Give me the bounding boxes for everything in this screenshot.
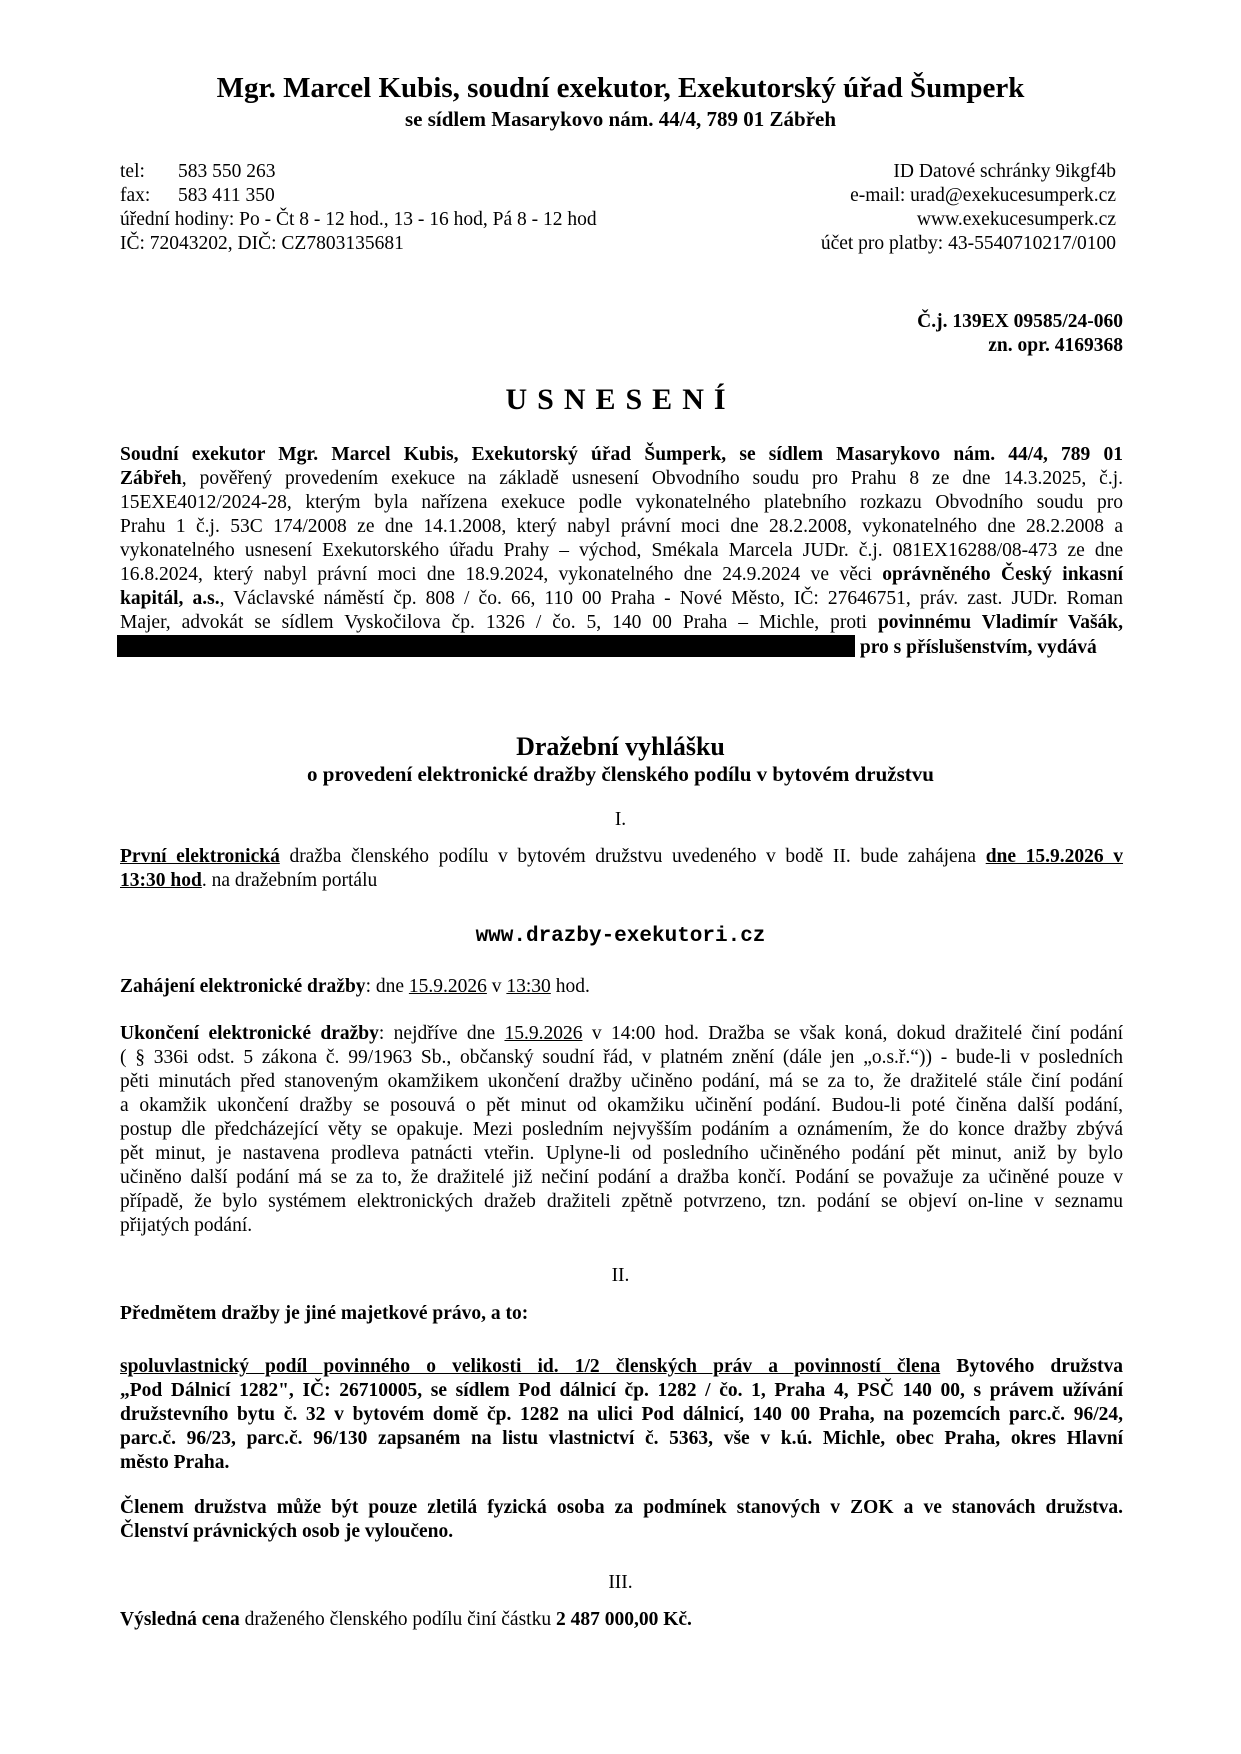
contact-right [821, 160, 1116, 256]
end-line-7: učiněno další podání má se za to, že dražitelé již nečiní podání a dražba končí. Podání se považuje za učiněné pouze v [120, 1167, 1123, 1188]
reference-block [917, 310, 1123, 358]
start-text-hod: hod. [555, 976, 590, 997]
auction-time: 13:30 hod [120, 870, 202, 891]
debtor-name: povinnému Vladimír Vašák, [877, 612, 1123, 633]
section-i-paragraph [120, 845, 1123, 893]
intro-line-3: 15EXE4012/2024-28, kterým byla nařízena exekuce podle vykonatelného platebního rozkazu Obvodního soudu pro [120, 492, 1123, 513]
intro-line-7: , Václavské náměstí čp. 808 / čo. 66, 110 00 Praha - Nové Město, IČ: 27646751, práv. zast. JUDr. Roman [219, 588, 1123, 609]
contact-left [120, 160, 597, 256]
auction-end-paragraph [120, 1022, 1123, 1238]
start-date: 15.9.2026 [408, 976, 487, 997]
creditor-name-end: kapitál, a.s. [120, 588, 220, 609]
auction-portal-url: www.drazby-exekutori.cz [475, 925, 766, 948]
end-line-9: přijatých podání. [120, 1215, 253, 1236]
start-time: 13:30 [506, 976, 551, 997]
office-address: se sídlem Masarykovo nám. 44/4, 789 01 Zábřeh [404, 107, 837, 131]
end-text-2: v 14:00 hod. Dražba se však koná, dokud dražitelé činí podání [591, 1023, 1124, 1044]
subject-line-5: město Praha. [120, 1452, 230, 1473]
auction-start [120, 975, 590, 999]
price-label: Výsledná cena [120, 1609, 240, 1630]
fax-value: 583 411 350 [178, 185, 275, 206]
section-iii-numeral: III. [608, 1572, 633, 1593]
tel-label: tel: [120, 161, 145, 182]
databox-id: ID Datové schránky 9ikgf4b [893, 161, 1116, 182]
section-ii-numeral: II. [611, 1265, 630, 1286]
section-i-line-2: . na dražebním portálu [201, 870, 378, 891]
file-number: zn. opr. 4169368 [988, 335, 1123, 356]
section-i-numeral: I. [614, 809, 627, 830]
intro-line-6: 16.8.2024, který nabyl právní moci dne 18.9.2024, vykonatelného dne 24.9.2024 ve věci [120, 564, 872, 585]
final-price [120, 1608, 692, 1632]
intro-line-1: Soudní exekutor Mgr. Marcel Kubis, Exekutorský úřad Šumperk, se sídlem Masarykovo nám. 44/4, 789 01 [120, 444, 1123, 465]
end-line-2: ( § 336i odst. 5 zákona č. 99/1963 Sb., občanský soudní řád, v platném znění (dále jen „o.s.ř.“)) - bude-li v posledních [120, 1047, 1123, 1068]
intro-line-9: pro s příslušenstvím, vydává [859, 637, 1097, 658]
auction-date: dne 15.9.2026 v [985, 846, 1124, 867]
end-line-5: postup dle předcházející věty se opakuje. Mezi posledním nejvyšším podáním a oznámením, že do konce dražby zbývá [120, 1119, 1123, 1140]
subject-line-4: parc.č. 96/23, parc.č. 96/130 zapsaném na listu vlastnictví č. 5363, vše v k.ú. Michle, obec Praha, okres Hlavní [120, 1428, 1123, 1449]
intro-line-2: , pověřený provedením exekuce na základě usnesení Obvodního soudu pro Prahu 8 ze dne 14.3.2025, č.j. [181, 468, 1123, 489]
membership-line-1: Členem družstva může být pouze zletilá fyzická osoba za podmínek stanových v ZOK a ve stanovách družstva. [120, 1497, 1123, 1518]
redaction-bar [117, 635, 855, 657]
auction-notice-title: Dražební vyhlášku [516, 732, 725, 761]
membership-line-2: Členství právnických osob je vyloučeno. [120, 1521, 454, 1542]
tel-value: 583 550 263 [178, 161, 276, 182]
membership-paragraph [120, 1496, 1123, 1544]
first-auction-label: První elektronická [120, 846, 280, 867]
section-i-line-1: dražba členského podílu v bytovém družstvu uvedeného v bodě II. bude zahájena [289, 846, 977, 867]
end-label: Ukončení elektronické dražby [120, 1023, 379, 1044]
fax-label: fax: [120, 185, 151, 206]
document-title: USNESENÍ [505, 383, 736, 416]
office-hours: úřední hodiny: Po - Čt 8 - 12 hod., 13 - 16 hod, Pá 8 - 12 hod [120, 209, 597, 230]
subject-paragraph [120, 1355, 1123, 1475]
subject-line-2: „Pod Dálnicí 1282", IČ: 26710005, se sídlem Pod dálnicí čp. 1282 / čo. 1, Praha 4, PSČ 140 00, s právem užívání [120, 1380, 1123, 1401]
auction-subject [120, 1302, 528, 1326]
creditor-name: oprávněného Český inkasní [882, 564, 1123, 585]
bank-account: účet pro platby: 43-5540710217/0100 [820, 233, 1116, 254]
office-title: Mgr. Marcel Kubis, soudní exekutor, Exekutorský úřad Šumperk [216, 72, 1025, 104]
end-date: 15.9.2026 [504, 1023, 583, 1044]
subject-line-3: družstevního bytu č. 32 v bytovém domě čp. 1282 na ulici Pod dálnicí, 140 00 Praha, na pozemcích parc.č. 96/24, [120, 1404, 1123, 1425]
email: e-mail: urad@exekucesumperk.cz [850, 185, 1116, 206]
end-line-6: pět minut, je nastavena prodleva patnácti vteřin. Uplyne-li od posledního učiněného podání pět minut, aniž by bylo [120, 1143, 1123, 1164]
auction-notice-subtitle: o provedení elektronické dražby členského podílu v bytovém družstvu [307, 762, 934, 786]
website: www.exekucesumperk.cz [916, 209, 1116, 230]
intro-line-8: Majer, advokát se sídlem Vyskočilova čp. 1326 / čo. 5, 140 00 Praha – Michle, proti [120, 612, 867, 633]
subject-text: Předmětem dražby je jiné majetkové právo, a to: [120, 1303, 529, 1324]
price-value: 2 487 000,00 Kč. [555, 1609, 692, 1630]
intro-city: Zábřeh [120, 468, 182, 489]
intro-line-5: vykonatelného usnesení Exekutorského úřadu Prahy – východ, Smékala Marcela JUDr. č.j. 081EX16288/08-473 ze dne [120, 540, 1123, 561]
case-number: Č.j. 139EX 09585/24-060 [917, 311, 1123, 332]
cooperative-label: Bytového družstva [956, 1356, 1123, 1377]
end-line-8: případě, že bylo systémem elektronických dražeb dražiteli zpětně potvrzeno, tzn. podání se objeví on-line v seznamu [120, 1191, 1123, 1212]
start-text-v: v [491, 976, 502, 997]
end-line-3: pěti minutách před stanoveným okamžikem ukončení dražby učiněno podání, má se za to, že dražitelé stále činí podání [120, 1071, 1123, 1092]
share-description: spoluvlastnický podíl povinného o velikosti id. 1/2 členských práv a povinností člena [120, 1356, 941, 1377]
company-ids: IČ: 72043202, DIČ: CZ7803135681 [120, 233, 404, 254]
start-label: Zahájení elektronické dražby [120, 976, 366, 997]
end-text-1: : nejdříve dne [378, 1023, 496, 1044]
start-text: : dne [365, 976, 405, 997]
end-line-4: a okamžik ukončení dražby se posouvá o pět minut od okamžiku učinění podání. Budou-li poté činěna další podání, [120, 1095, 1123, 1116]
intro-paragraph [120, 443, 1123, 659]
price-text: draženého členského podílu činí částku [244, 1609, 552, 1630]
intro-line-4: Prahu 1 č.j. 53C 174/2008 ze dne 14.1.2008, který nabyl právní moci dne 28.2.2008, vykonatelného dne 28.2.2008 a [120, 516, 1123, 537]
